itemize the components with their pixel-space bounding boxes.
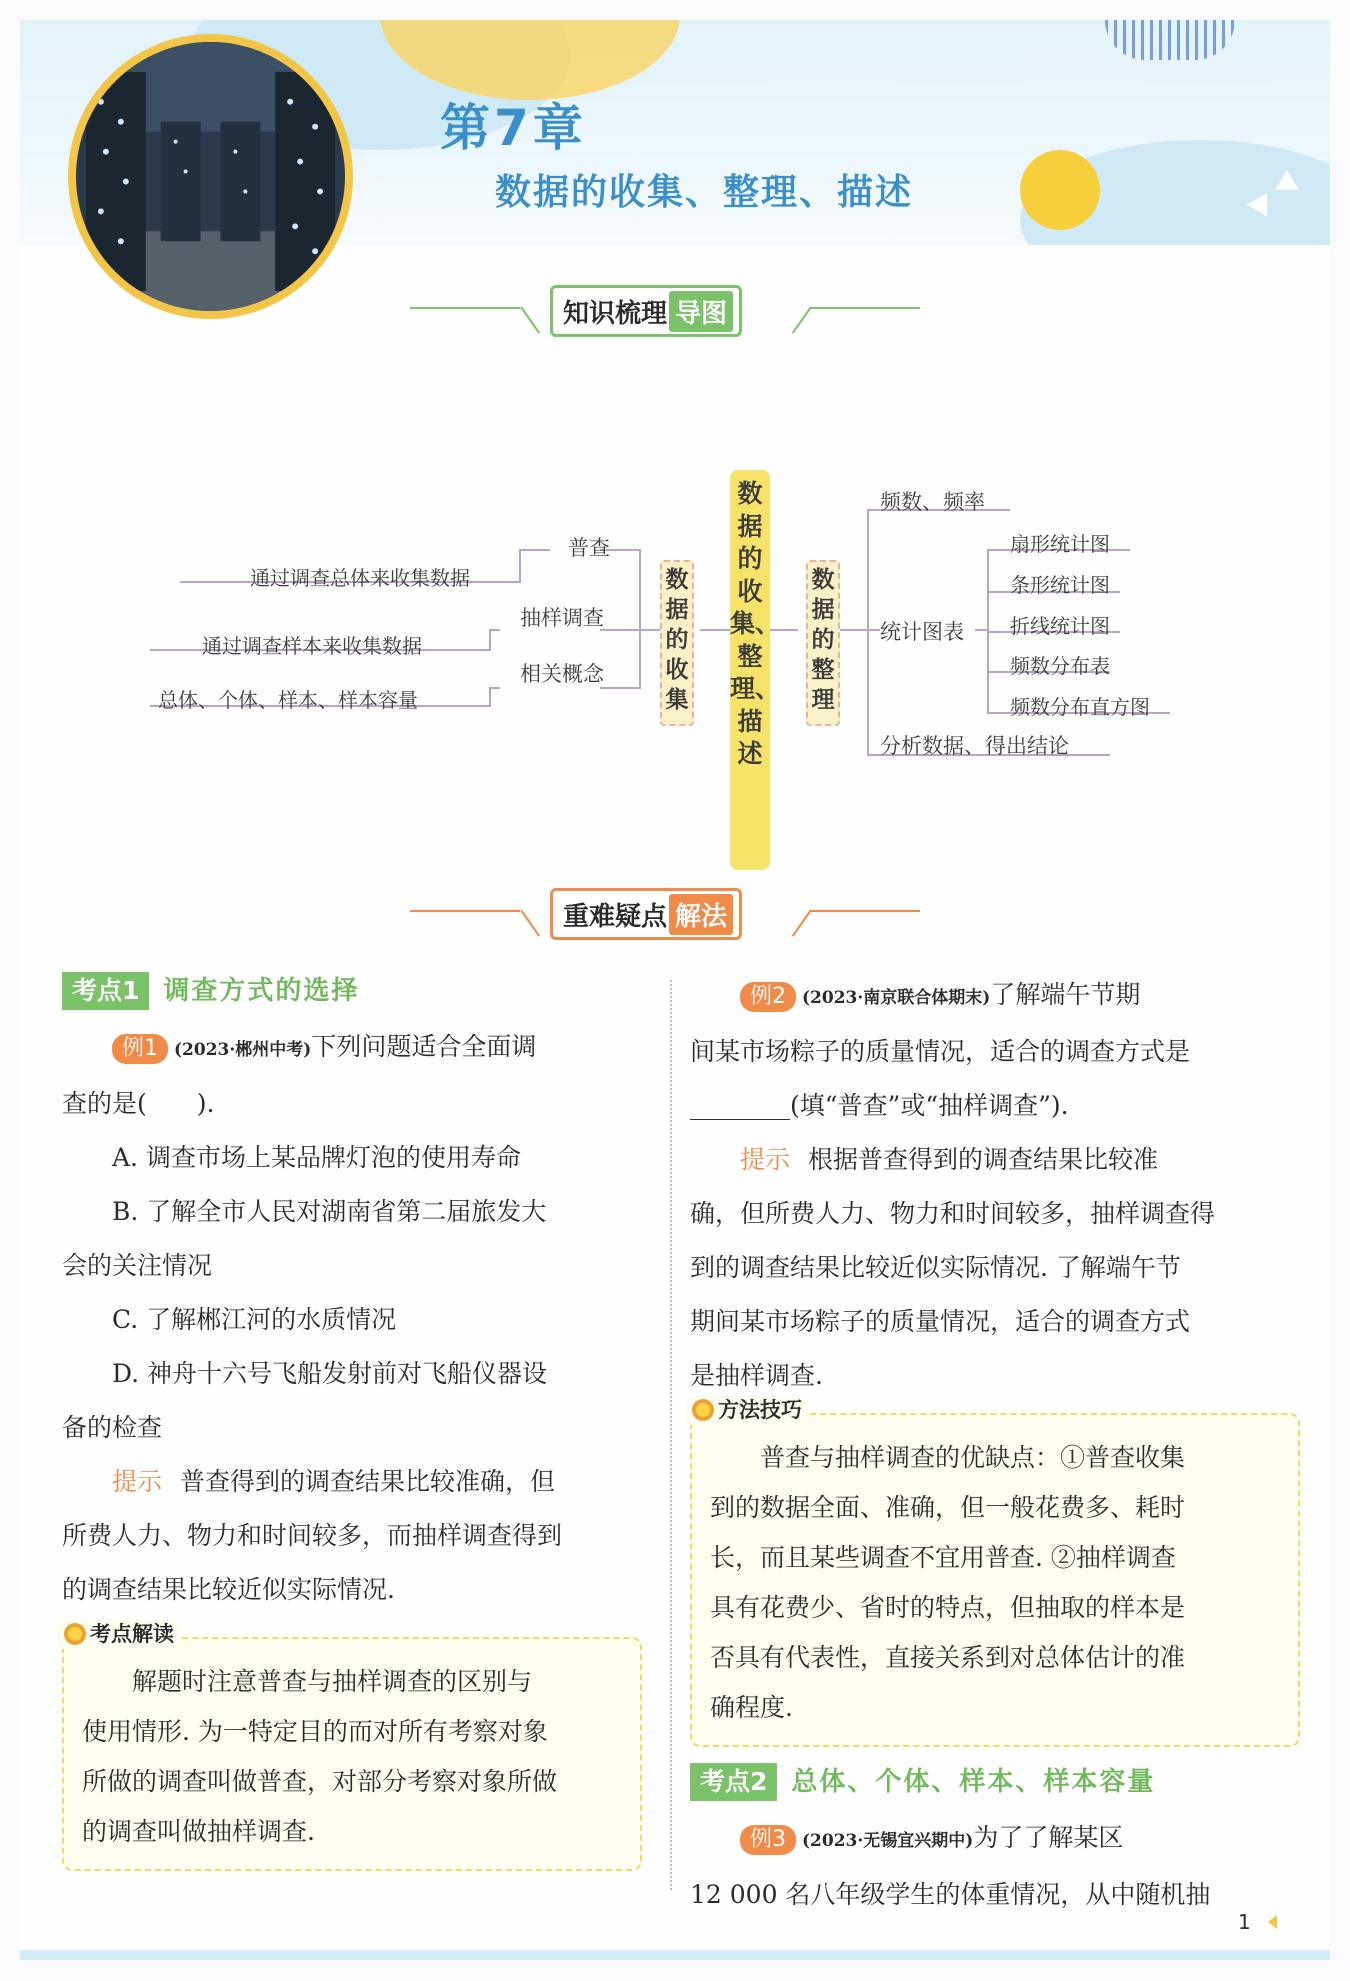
mindmap-item: 统计图表	[880, 620, 964, 644]
hint-label: 提示	[740, 1145, 791, 1174]
option-d: D. 神舟十六号飞船发射前对飞船仪器设	[112, 1359, 548, 1388]
server-room-image	[76, 42, 345, 311]
topic-title: 总体、个体、样本、样本容量	[791, 1767, 1156, 1797]
hint-text: 是抽样调查.	[690, 1361, 823, 1390]
question-text: 间某市场粽子的质量情况，适合的调查方式是	[690, 1037, 1191, 1066]
page-number: 1	[1238, 1910, 1251, 1934]
chapter-title: 数据的收集、整理、描述	[495, 172, 914, 213]
question-text: 了解端午节期	[990, 980, 1141, 1009]
decor-stripes	[1105, 20, 1235, 60]
example-source: (2023·无锡宜兴期中)	[802, 1831, 974, 1851]
note-line: 解题时注意普查与抽样调查的区别与	[132, 1667, 533, 1696]
note-line: 确程度.	[710, 1693, 793, 1722]
lightbulb-icon	[692, 1399, 714, 1421]
banner-line	[410, 910, 520, 912]
note-text	[82, 1657, 622, 1857]
note-line: 所做的调查叫做普查，对部分考察对象所做	[82, 1767, 558, 1796]
hint-text: 期间某市场粽子的质量情况，适合的调查方式	[690, 1307, 1191, 1336]
question-text: 为了了解某区	[973, 1823, 1124, 1852]
left-column	[62, 970, 642, 1871]
mindmap-leaf: 扇形统计图	[1010, 532, 1110, 556]
banner-line	[792, 909, 812, 936]
problems-banner-box	[550, 888, 742, 940]
note-line: 具有花费少、省时的特点，但抽取的样本是	[710, 1593, 1186, 1622]
example-1-question	[62, 1020, 642, 1077]
note-line: 普查与抽样调查的优缺点：①普查收集	[760, 1443, 1186, 1472]
topic-tag: 考点2	[690, 1763, 777, 1801]
banner-line	[520, 909, 540, 936]
option-d-cont: 备的检查	[62, 1413, 163, 1442]
banner-line	[810, 307, 920, 309]
mindmap-center: 数据的收集、整理、描述	[730, 470, 770, 870]
mindmap-detail: 通过调查样本来收集数据	[202, 634, 422, 658]
topic-title: 调查方式的选择	[163, 976, 360, 1006]
example-badge: 例1	[112, 1034, 168, 1064]
banner-line	[792, 306, 812, 333]
chapter-number: 第7章	[440, 99, 587, 157]
note-label	[686, 1395, 808, 1425]
right-column	[690, 968, 1300, 1922]
note-label-text: 考点解读	[90, 1622, 174, 1646]
example-source: (2023·郴州中考)	[174, 1040, 312, 1060]
mindmap-leaf: 折线统计图	[1010, 614, 1110, 638]
mindmap-item: 普查	[568, 536, 610, 560]
page-content	[20, 20, 1330, 1960]
mindmap-item: 频数、频率	[880, 490, 985, 514]
mindmap-detail: 总体、个体、样本、样本容量	[158, 688, 418, 712]
example-badge: 例2	[740, 982, 796, 1012]
question-text: 12 000 名八年级学生的体重情况，从中随机抽	[690, 1880, 1211, 1909]
mindmap-detail: 通过调查总体来收集数据	[250, 566, 470, 590]
banner-line	[810, 910, 920, 912]
example-source: (2023·南京联合体期末)	[802, 988, 991, 1008]
note-label	[58, 1619, 180, 1649]
sun-icon	[64, 1623, 86, 1645]
banner-text: 知识梳理	[563, 298, 668, 329]
topic-heading	[62, 970, 642, 1012]
option-b-cont: 会的关注情况	[62, 1251, 213, 1280]
decor-sun	[1020, 150, 1100, 230]
banner-line	[520, 306, 540, 333]
hint-text: 普查得到的调查结果比较准确，但	[180, 1467, 556, 1496]
note-line: 到的数据全面、准确，但一般花费多、耗时	[710, 1493, 1186, 1522]
topic-tag: 考点1	[62, 972, 149, 1010]
hint-line	[690, 1133, 1300, 1187]
banner-highlight: 解法	[669, 894, 733, 935]
example-3-question	[690, 1811, 1300, 1868]
question-text: 查的是( ).	[62, 1089, 215, 1118]
note-text	[710, 1433, 1280, 1733]
decor-triangle	[1275, 170, 1299, 190]
note-label-text: 方法技巧	[718, 1398, 802, 1422]
mindmap-leaf: 频数分布表	[1010, 654, 1110, 678]
question-blank: ________(填“普查”或“抽样调查”).	[690, 1091, 1069, 1120]
page-arrow-icon	[1268, 1915, 1277, 1929]
option-a: A. 调查市场上某品牌灯泡的使用寿命	[112, 1143, 521, 1172]
method-tips-box	[690, 1398, 1300, 1747]
topic-heading	[690, 1761, 1300, 1803]
banner-line	[410, 307, 520, 309]
mindmap-branch-organize: 数据的整理	[806, 560, 840, 726]
topic-interpretation-box	[62, 1622, 642, 1871]
hint-text: 根据普查得到的调查结果比较准	[808, 1145, 1159, 1174]
option-b: B. 了解全市人民对湖南省第二届旅发大	[112, 1197, 547, 1226]
mindmap-leaf: 频数分布直方图	[1010, 695, 1150, 719]
note-line: 否具有代表性，直接关系到对总体估计的准	[710, 1643, 1186, 1672]
example-badge: 例3	[740, 1825, 796, 1855]
footer-bar	[20, 1950, 1330, 1960]
hint-line	[62, 1455, 642, 1509]
banner-highlight: 导图	[669, 291, 733, 332]
banner-text: 重难疑点	[563, 901, 668, 932]
column-divider	[670, 980, 672, 1890]
mindmap-banner-box	[550, 285, 742, 337]
knowledge-mindmap	[20, 450, 1330, 880]
mindmap-item: 相关概念	[520, 662, 604, 686]
hint-text: 所费人力、物力和时间较多，而抽样调查得到	[62, 1521, 563, 1550]
note-line: 长，而且某些调查不宜用普查. ②抽样调查	[710, 1543, 1176, 1572]
note-line: 使用情形. 为一特定目的而对所有考察对象	[82, 1717, 548, 1746]
mindmap-leaf: 条形统计图	[1010, 573, 1110, 597]
hint-text: 确，但所费人力、物力和时间较多，抽样调查得	[690, 1199, 1216, 1228]
note-line: 的调查叫做抽样调查.	[82, 1817, 315, 1846]
example-2-question	[690, 968, 1300, 1025]
problems-banner	[20, 888, 1330, 948]
hint-text: 的调查结果比较近似实际情况.	[62, 1575, 395, 1604]
hint-text: 到的调查结果比较近似实际情况. 了解端午节	[690, 1253, 1181, 1282]
option-c: C. 了解郴江河的水质情况	[112, 1305, 397, 1334]
server-room-photo	[68, 34, 353, 319]
mindmap-item: 抽样调查	[520, 606, 604, 630]
hint-label: 提示	[112, 1467, 163, 1496]
question-text: 下列问题适合全面调	[311, 1032, 537, 1061]
mindmap-branch-collect: 数据的收集	[660, 560, 694, 726]
mindmap-item: 分析数据、得出结论	[880, 734, 1069, 758]
